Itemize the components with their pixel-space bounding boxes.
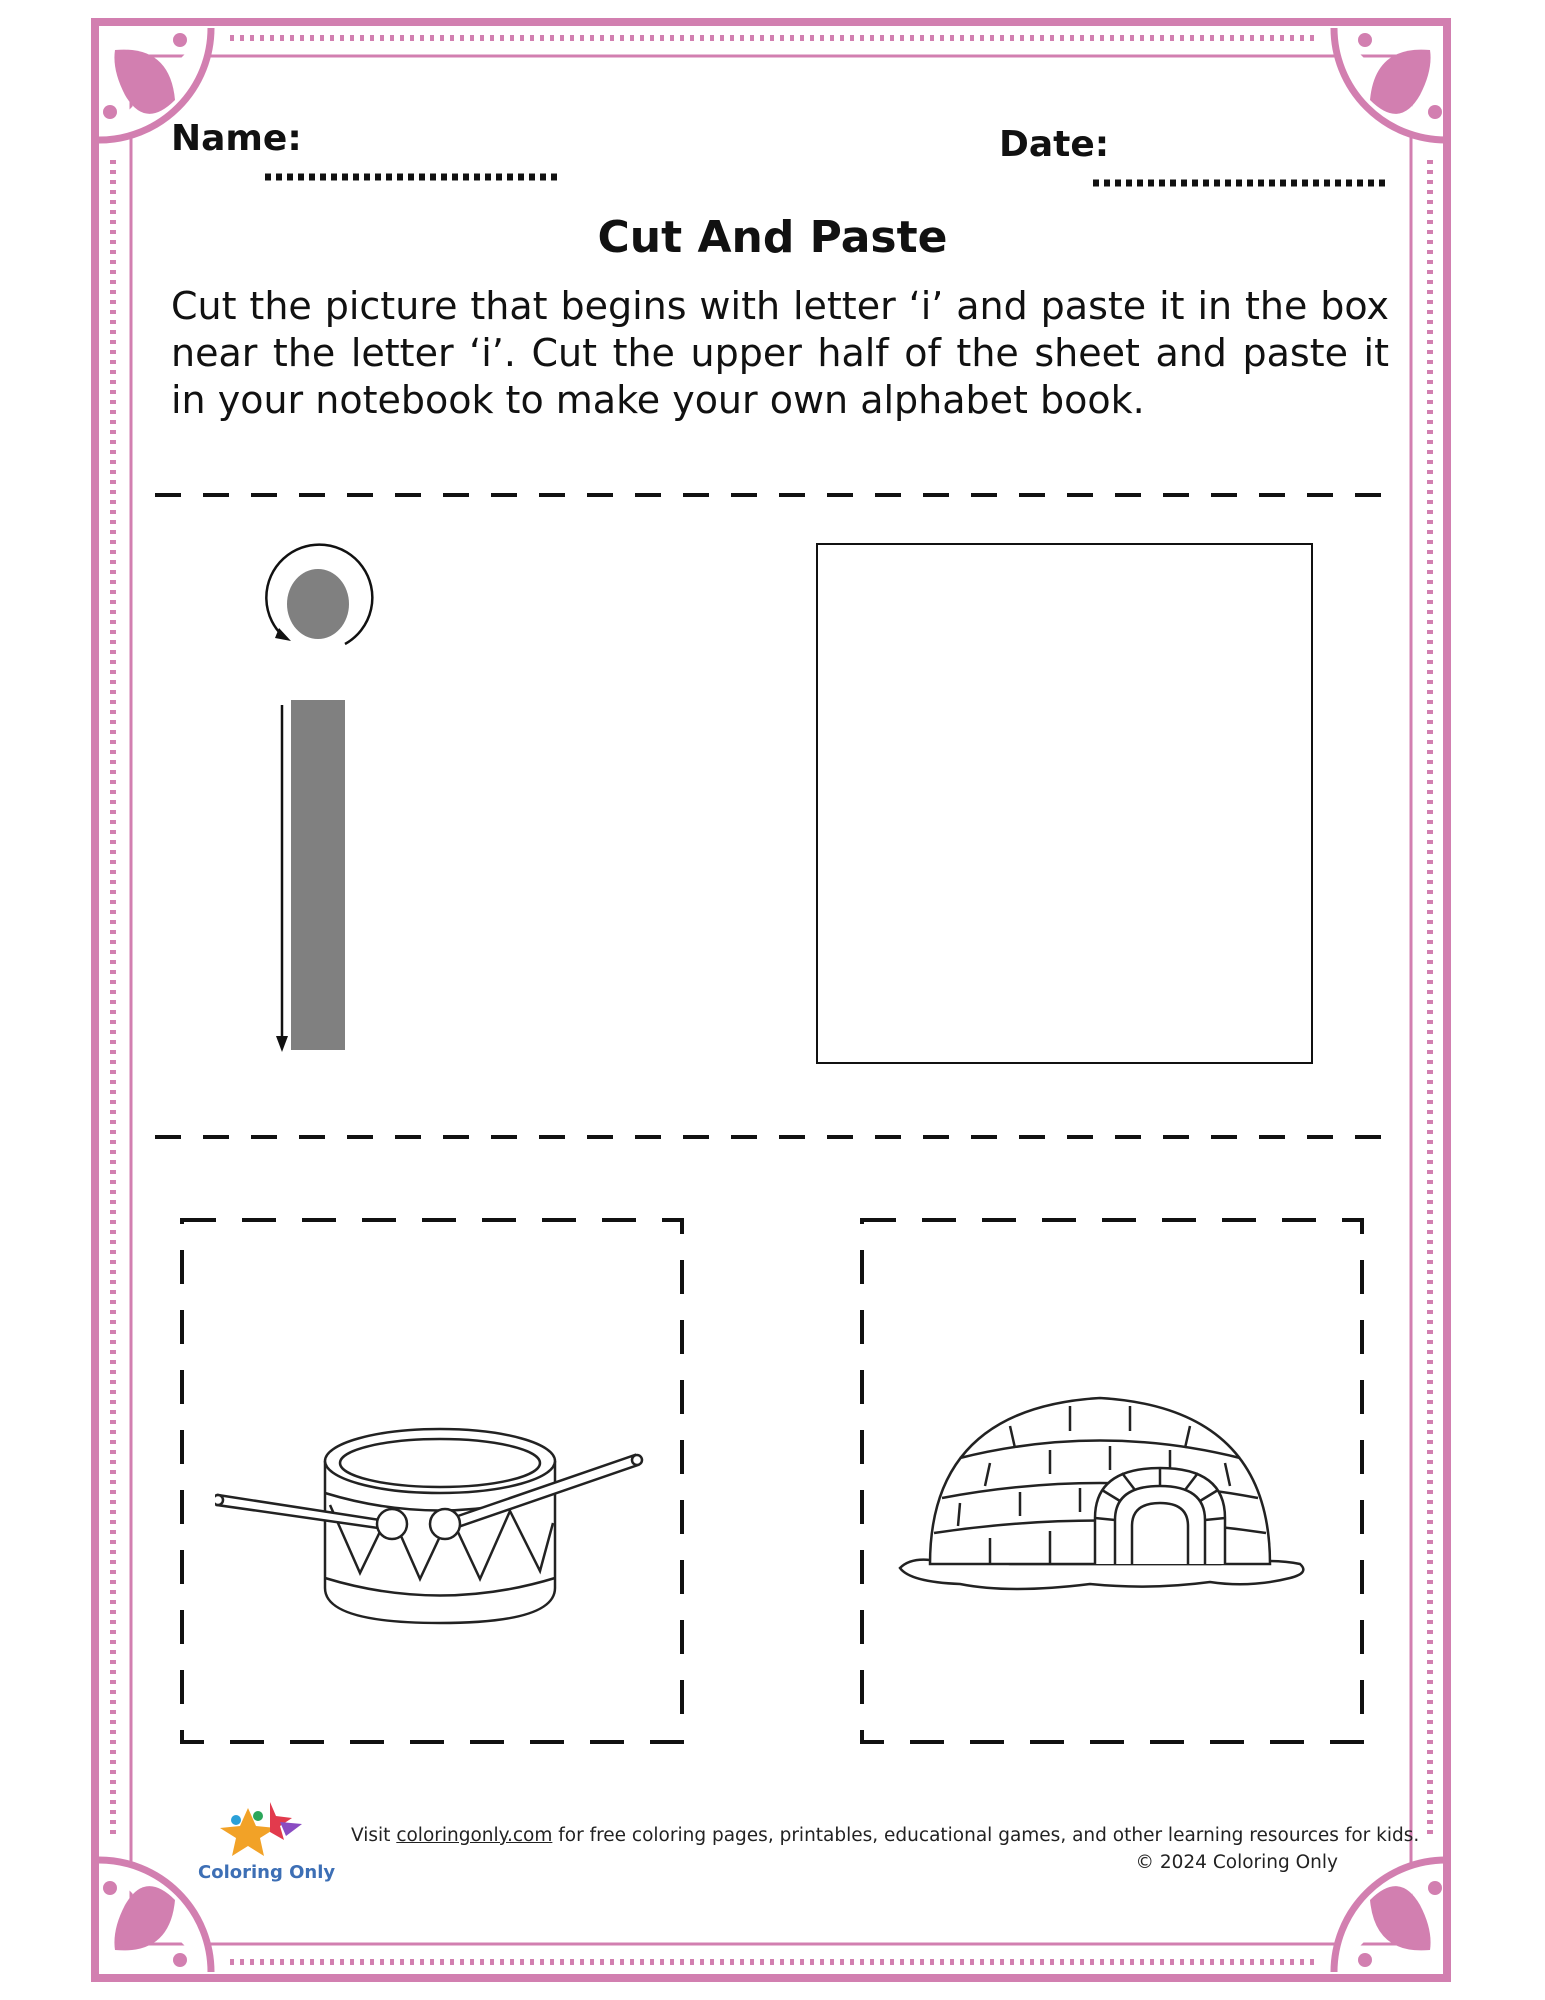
cutout-card-drum[interactable]: [180, 1218, 684, 1744]
igloo-icon: [890, 1368, 1310, 1618]
footer-visit-suffix: for free coloring pages, printables, educational games, and other learning resources for kids.: [552, 1825, 1420, 1846]
footer-visit-prefix: Visit: [351, 1825, 397, 1846]
date-write-line[interactable]: [1093, 176, 1388, 190]
cut-line-middle: [155, 1132, 1395, 1142]
coloringonly-link[interactable]: coloringonly.com: [396, 1825, 553, 1846]
corner-ornament-bottom-right: [1334, 1860, 1446, 1972]
instructions-text: Cut the picture that begins with letter ‘i’ and paste it in the box near the letter ‘i’. Cut the upper half of the sheet and paste it in your notebook to make your own alphabet book.: [171, 284, 1389, 422]
coloring-only-logo: [218, 1798, 304, 1860]
corner-ornament-top-right: [1334, 28, 1446, 140]
date-label: Date:: [999, 124, 1110, 165]
name-write-line[interactable]: [265, 170, 560, 184]
copyright-text: © 2024 Coloring Only: [1135, 1852, 1338, 1873]
letter-i-tracing: [255, 540, 385, 1060]
paste-box[interactable]: [816, 543, 1313, 1064]
footer-visit-text: [351, 1825, 1419, 1846]
cutout-card-igloo[interactable]: [860, 1218, 1364, 1744]
cut-line-top: [155, 490, 1395, 500]
logo-text: Coloring Only: [198, 1862, 336, 1883]
name-label: Name:: [171, 118, 302, 159]
corner-ornament-bottom-left: [99, 1860, 211, 1972]
page-title: Cut And Paste: [597, 212, 948, 263]
drum-icon: [215, 1383, 655, 1653]
